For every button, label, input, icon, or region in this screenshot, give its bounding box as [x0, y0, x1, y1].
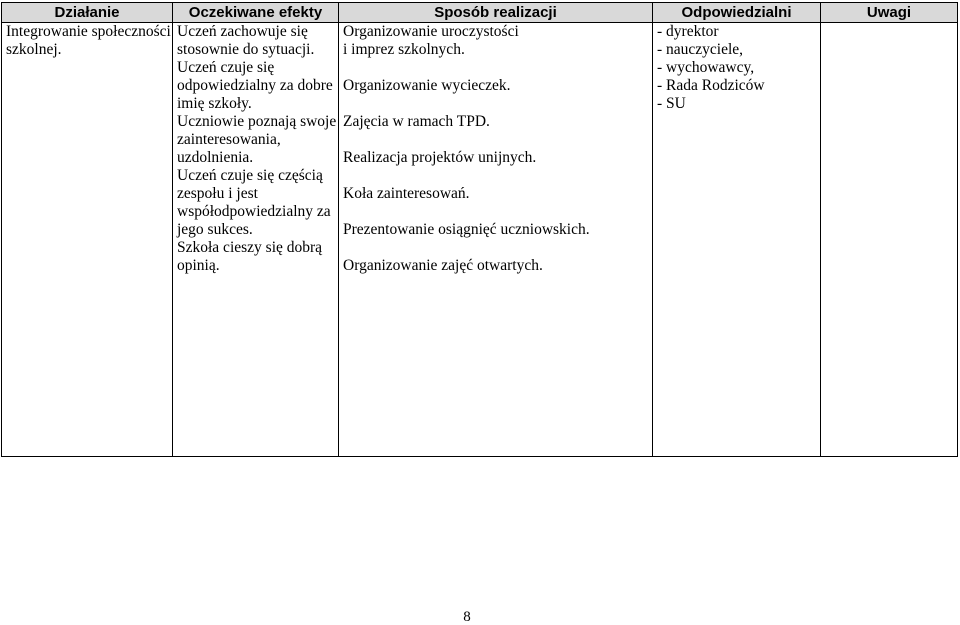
- header-row: [2, 3, 958, 23]
- cell-dzialanie: [2, 23, 173, 457]
- dzialanie-line: szkolnej.: [6, 41, 62, 58]
- sposob-line: Koła zainteresowań.: [343, 185, 470, 202]
- sposob-line: Organizowanie zajęć otwartych.: [343, 257, 543, 274]
- cell-oczekiwane-efekty: [173, 23, 339, 457]
- odpowiedzialni-line: - Rada Rodziców: [657, 77, 765, 94]
- efekt-line: zainteresowania,: [177, 131, 281, 148]
- odpowiedzialni-line: - nauczyciele,: [657, 41, 744, 58]
- cell-uwagi: [821, 23, 958, 457]
- sposob-line: Organizowanie uroczystości: [343, 23, 519, 40]
- plan-table: [1, 2, 958, 457]
- efekt-line: zespołu i jest: [177, 185, 258, 202]
- page-number: 8: [463, 609, 471, 625]
- header-oczekiwane-efekty: Oczekiwane efekty: [173, 3, 339, 23]
- cell-odpowiedzialni: [653, 23, 821, 457]
- dzialanie-line: Integrowanie społeczności: [6, 23, 171, 40]
- sposob-line: i imprez szkolnych.: [343, 41, 465, 58]
- header-uwagi: Uwagi: [821, 3, 958, 23]
- header-sposob-realizacji: Sposób realizacji: [339, 3, 653, 23]
- efekt-line: opinią.: [177, 257, 220, 274]
- odpowiedzialni-line: - SU: [657, 95, 686, 112]
- efekt-line: Uczeń zachowuje się: [177, 23, 308, 40]
- efekt-line: Uczeń czuje się: [177, 59, 275, 76]
- efekt-line: odpowiedzialny za dobre: [177, 77, 333, 94]
- efekt-line: Szkoła cieszy się dobrą: [177, 239, 323, 256]
- efekt-line: Uczniowie poznają swoje: [177, 113, 337, 130]
- efekt-line: Uczeń czuje się częścią: [177, 167, 323, 184]
- efekt-line: imię szkoły.: [177, 95, 252, 112]
- efekt-line: uzdolnienia.: [177, 149, 254, 166]
- sposob-line: Realizacja projektów unijnych.: [343, 149, 537, 166]
- header-odpowiedzialni: Odpowiedzialni: [653, 3, 821, 23]
- cell-sposob-realizacji: [339, 23, 653, 457]
- odpowiedzialni-line: - dyrektor: [657, 23, 719, 40]
- efekt-line: jego sukces.: [177, 221, 253, 238]
- odpowiedzialni-line: - wychowawcy,: [657, 59, 755, 76]
- sposob-line: Organizowanie wycieczek.: [343, 77, 511, 94]
- sposob-line: Zajęcia w ramach TPD.: [343, 113, 490, 130]
- efekt-line: stosownie do sytuacji.: [177, 41, 315, 58]
- sposob-line: Prezentowanie osiągnięć uczniowskich.: [343, 221, 590, 238]
- table-row: [2, 23, 958, 457]
- efekt-line: współodpowiedzialny za: [177, 203, 331, 220]
- header-dzialanie: Działanie: [2, 3, 173, 23]
